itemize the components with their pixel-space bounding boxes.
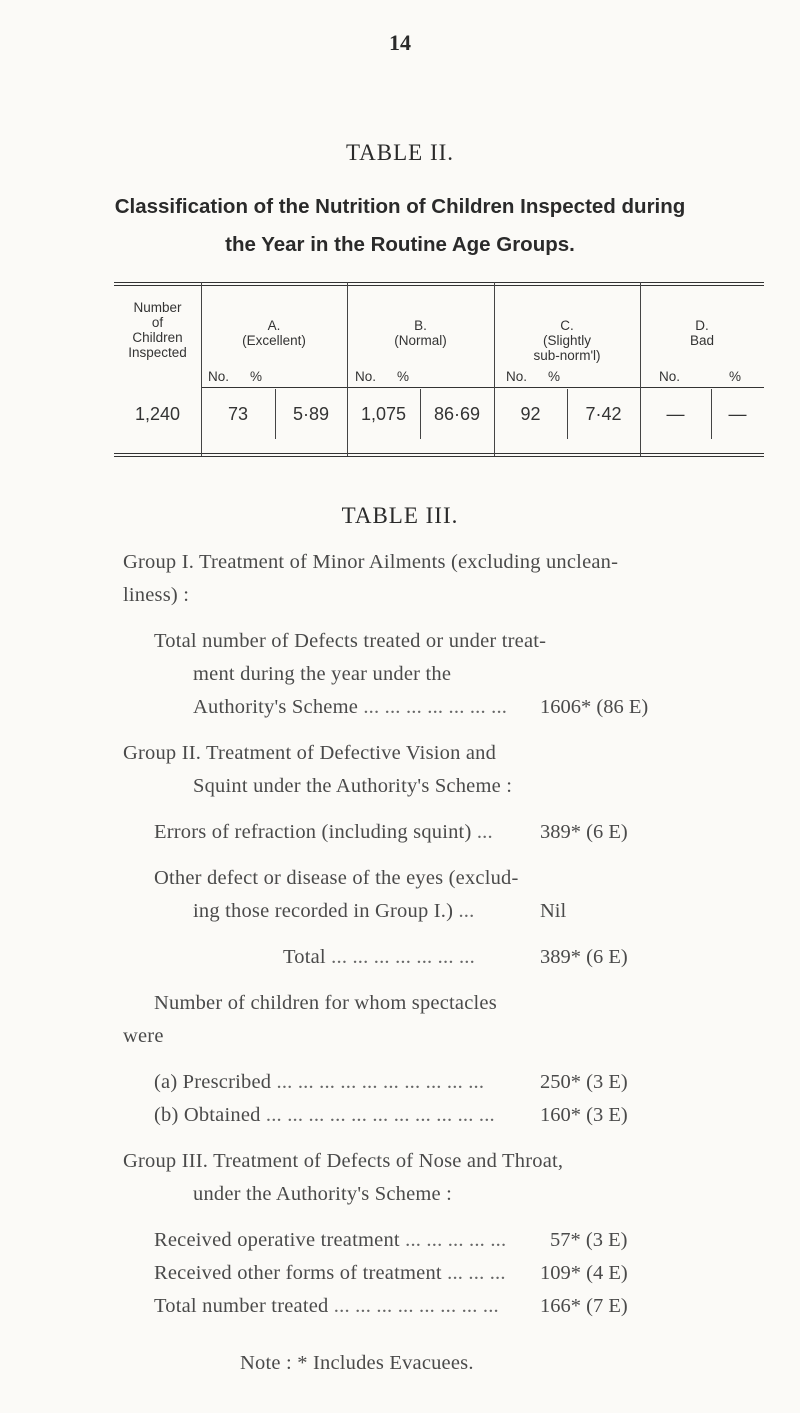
subheader-no: No.	[355, 369, 377, 384]
col-divider	[347, 282, 348, 456]
group-2-other-line: Other defect or disease of the eyes (exclud-	[154, 867, 519, 889]
group-2-other-value: Nil	[540, 900, 567, 922]
table-2-heading-line-1: Classification of the Nutrition of Children Inspected during	[114, 195, 686, 218]
group-1-item-line: ment during the year under the	[193, 663, 452, 685]
group-1-heading-cont: liness) :	[123, 584, 190, 606]
cell-d-pct: —	[728, 404, 747, 424]
group-1-item-value: 1606* (86 E)	[540, 696, 649, 718]
group-2-spectacles-line: were	[123, 1025, 164, 1047]
header-number-children: Number of Children Inspected	[128, 300, 187, 360]
cell-d-no: —	[666, 404, 685, 424]
header-rule	[201, 387, 764, 388]
header-a-excellent: A. (Excellent)	[242, 318, 306, 348]
header-d-bad: D. Bad	[689, 318, 715, 348]
group-3-other-value: 109* (4 E)	[540, 1262, 628, 1284]
subheader-no: No.	[506, 369, 528, 384]
group-2-heading: Group II. Treatment of Defective Vision and	[123, 742, 497, 764]
table-2-heading-line-2: the Year in the Routine Age Groups.	[225, 233, 575, 256]
subheader-no: No.	[208, 369, 230, 384]
cell-c-pct: 7·42	[585, 404, 622, 424]
col-divider	[640, 282, 641, 456]
footnote: Note : * Includes Evacuees.	[240, 1352, 474, 1374]
group-3-total-label: Total number treated ... ... ... ... ... ... ... ...	[154, 1295, 499, 1317]
group-3-other-label: Received other forms of treatment ... ... ...	[154, 1262, 506, 1284]
group-2-prescribed-value: 250* (3 E)	[540, 1071, 628, 1093]
table-3-title: TABLE III.	[341, 503, 459, 528]
subheader-pct: %	[397, 369, 410, 384]
group-2-errors-label: Errors of refraction (including squint) ...	[154, 821, 493, 843]
header-b-normal: B. (Normal)	[394, 318, 447, 348]
subheader-pct: %	[729, 369, 742, 384]
group-1-item-line: Total number of Defects treated or under treat-	[154, 630, 547, 652]
group-3-heading-cont: under the Authority's Scheme :	[193, 1183, 453, 1205]
group-2-errors-value: 389* (6 E)	[540, 821, 628, 843]
table-top-rule	[114, 282, 764, 283]
table-2-title: TABLE II.	[345, 140, 455, 165]
group-3-operative-label: Received operative treatment ... ... ... ... ...	[154, 1229, 507, 1251]
cell-c-no: 92	[520, 404, 541, 424]
table-top-rule-2	[114, 285, 764, 286]
group-3-heading: Group III. Treatment of Defects of Nose and Throat,	[123, 1150, 564, 1172]
cell-a-no: 73	[227, 404, 249, 424]
page-number: 14	[389, 30, 411, 55]
table-2-heading	[0, 188, 800, 264]
group-1-item-label: Authority's Scheme ... ... ... ... ... ... ...	[193, 696, 508, 718]
group-2-other-label: ing those recorded in Group I.) ...	[193, 900, 475, 922]
group-3-operative-value: 57* (3 E)	[550, 1229, 628, 1251]
group-2-spectacles-line: Number of children for whom spectacles	[154, 992, 497, 1014]
group-2-total-label: Total ... ... ... ... ... ... ...	[283, 946, 475, 968]
group-2-prescribed-label: (a) Prescribed ... ... ... ... ... ... ... ... ... ...	[154, 1071, 485, 1093]
table-bottom-rule	[114, 453, 764, 454]
header-c-slightly-subnormal: C. (Slightly sub-norm'l)	[533, 318, 601, 363]
cell-b-pct: 86·69	[433, 404, 481, 424]
cell-a-pct: 5·89	[292, 404, 330, 424]
group-2-total-value: 389* (6 E)	[540, 946, 628, 968]
cell-number-inspected: 1,240	[134, 404, 181, 424]
group-2-heading-cont: Squint under the Authority's Scheme :	[193, 775, 513, 797]
col-divider	[494, 282, 495, 456]
group-2-obtained-label: (b) Obtained ... ... ... ... ... ... ... ... ... ... ...	[154, 1104, 495, 1126]
subheader-pct: %	[548, 369, 561, 384]
group-3-total-value: 166* (7 E)	[540, 1295, 628, 1317]
cell-b-no: 1,075	[360, 404, 407, 424]
subheader-no: No.	[659, 369, 681, 384]
table-bottom-rule-2	[114, 456, 764, 457]
group-2-obtained-value: 160* (3 E)	[540, 1104, 628, 1126]
group-1-heading: Group I. Treatment of Minor Ailments (excluding unclean-	[123, 551, 619, 573]
col-divider	[201, 282, 202, 456]
subheader-pct: %	[250, 369, 263, 384]
